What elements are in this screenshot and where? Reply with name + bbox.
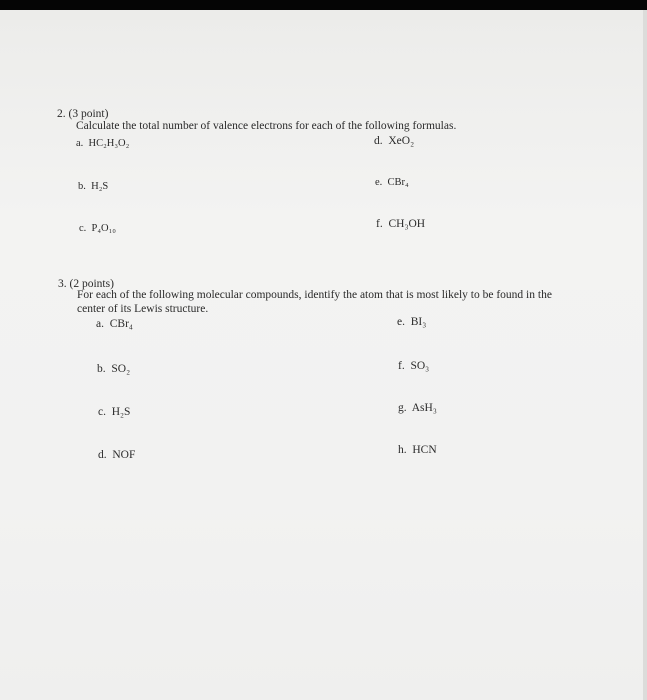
- q2-instruction: Calculate the total number of valence electrons for each of the following formulas.: [76, 120, 457, 132]
- formula: CH₃OH: [388, 218, 426, 230]
- item-label: c.: [98, 406, 106, 418]
- item-label: f.: [376, 218, 383, 230]
- q3-item-g: [398, 402, 437, 415]
- item-label: h.: [398, 444, 407, 456]
- q3-instruction-line1: For each of the following molecular compounds, identify the atom that is most likely to be found in the: [77, 289, 552, 301]
- q3-item-c: [98, 406, 130, 419]
- formula: BI₃: [410, 316, 427, 328]
- formula: AsH₃: [411, 402, 437, 414]
- q3-item-h: [398, 444, 437, 457]
- formula: CBr₄: [109, 318, 133, 330]
- formula: HCN: [412, 444, 437, 456]
- q3-item-d: [98, 449, 135, 462]
- item-label: g.: [398, 402, 407, 414]
- formula: SO₂: [111, 363, 131, 375]
- formula: CBr₄: [387, 177, 409, 188]
- q2-header: 2. (3 point): [57, 108, 109, 120]
- formula: NOF: [112, 449, 136, 461]
- q2-item-b: [78, 180, 108, 193]
- formula: P₄O₁₀: [91, 223, 116, 234]
- q3-item-b: [97, 363, 130, 376]
- item-label: c.: [79, 223, 87, 234]
- q2-item-d: [374, 135, 414, 148]
- item-label: e.: [397, 316, 405, 328]
- item-label: b.: [78, 181, 86, 192]
- q3-instruction-line2: center of its Lewis structure.: [77, 303, 209, 315]
- q3-item-f: [398, 360, 429, 373]
- item-label: f.: [398, 360, 405, 372]
- q2-item-a: [76, 137, 129, 150]
- q2-item-f: [376, 218, 425, 231]
- formula: XeO₂: [388, 135, 415, 147]
- item-label: e.: [375, 177, 383, 188]
- item-label: a.: [76, 138, 84, 149]
- q2-item-e: [375, 176, 409, 189]
- formula: H₂S: [111, 406, 131, 418]
- item-label: d.: [98, 449, 107, 461]
- formula: H₂S: [91, 181, 109, 192]
- item-label: b.: [97, 363, 106, 375]
- q3-header: 3. (2 points): [58, 278, 114, 290]
- window-top-bar: [0, 0, 647, 10]
- q3-item-e: [397, 316, 426, 329]
- item-label: a.: [96, 318, 104, 330]
- item-label: d.: [374, 135, 383, 147]
- formula: SO₃: [410, 360, 430, 372]
- q2-item-c: [79, 222, 116, 235]
- page-edge-shadow: [643, 10, 647, 700]
- formula: HC₂H₃O₂: [88, 138, 130, 149]
- q3-item-a: [96, 318, 133, 331]
